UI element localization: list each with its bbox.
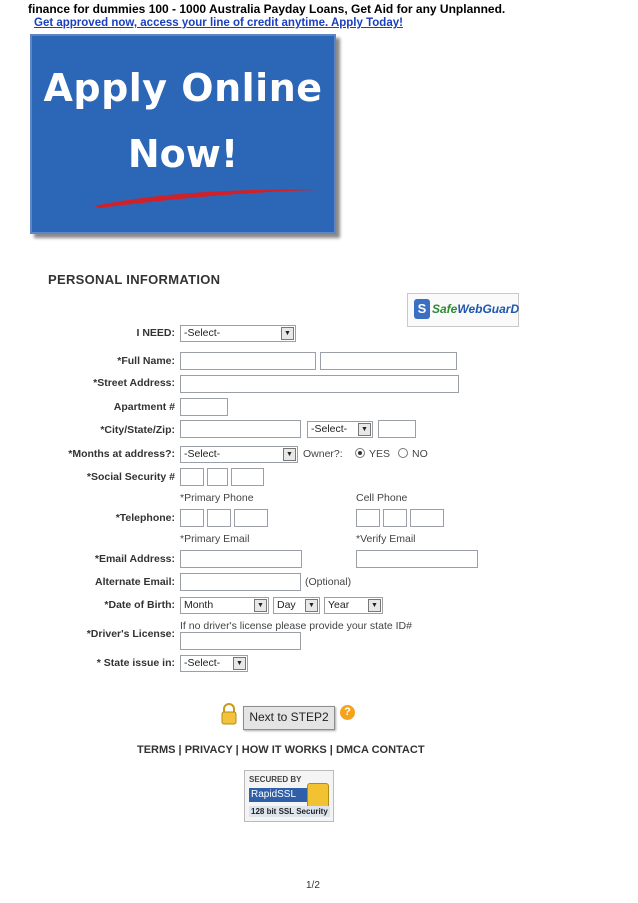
months-at-address-label: *Months at address?: [68,448,175,460]
chevron-down-icon: ▼ [254,599,267,612]
drivers-license-input[interactable] [180,632,301,650]
cell-area-input[interactable] [356,509,380,527]
ssl-strength: 128 bit SSL Security [251,807,328,816]
alternate-email-input[interactable] [180,573,301,591]
street-address-label: *Street Address: [93,377,175,389]
telephone-label: *Telephone: [115,512,175,524]
cell-phone-caption: Cell Phone [356,492,408,504]
shield-icon: S [414,299,430,319]
owner-no-label: NO [412,448,428,460]
ssl-brand: RapidSSL [249,788,307,802]
city-input[interactable] [180,420,301,438]
dob-year-select[interactable]: Year ▼ [324,597,383,614]
next-to-step2-button[interactable]: Next to STEP2 [243,706,335,730]
red-swoosh-decoration [92,186,322,210]
cell-line-input[interactable] [410,509,444,527]
owner-yes-label: YES [369,448,391,460]
page-number: 1/2 [306,880,320,891]
apartment-input[interactable] [180,398,228,416]
dob-month-select[interactable]: Month ▼ [180,597,269,614]
ssl-secured-by: SECURED BY [249,775,302,784]
cell-prefix-input[interactable] [383,509,407,527]
apartment-label: Apartment # [113,401,175,413]
privacy-link[interactable]: PRIVACY [184,744,233,756]
months-select[interactable]: -Select- ▼ [180,446,298,463]
primary-email-caption: *Primary Email [180,533,250,545]
rapidssl-badge[interactable] [244,770,334,822]
section-title: PERSONAL INFORMATION [48,272,221,287]
apply-today-link[interactable]: Get approved now, access your line of credit anytime. Apply Today! [34,17,403,29]
dmca-contact-link[interactable]: DMCA CONTACT [335,744,425,756]
city-state-zip-label: *City/State/Zip: [100,424,175,436]
how-it-works-link[interactable]: HOW IT WORKS [241,744,327,756]
terms-link[interactable]: TERMS [137,744,176,756]
license-note: If no driver's license please provide your state ID# [180,620,412,632]
badge-text: SafeWebGuarD [432,302,520,316]
owner-label: Owner?: [303,448,343,460]
phone-area-input[interactable] [180,509,204,527]
full-name-label: *Full Name: [117,355,175,367]
footer-links: TERMS | PRIVACY | HOW IT WORKS | DMCA CONTACT [137,744,425,756]
last-name-input[interactable] [320,352,457,370]
ssn-label: *Social Security # [86,471,175,483]
zip-input[interactable] [378,420,416,438]
document-title: finance for dummies 100 - 1000 Australia Payday Loans, Get Aid for any Unplanned. [28,2,506,16]
alternate-email-label: Alternate Email: [95,576,175,588]
state-issue-label: * State issue in: [96,657,175,669]
drivers-license-label: *Driver's License: [86,628,175,640]
ssn-part-3-input[interactable] [231,468,264,486]
i-need-select[interactable]: -Select- ▼ [180,325,296,342]
chevron-down-icon: ▼ [233,657,246,670]
state-issue-select[interactable]: -Select- ▼ [180,655,248,672]
phone-line-input[interactable] [234,509,268,527]
primary-email-input[interactable] [180,550,302,568]
optional-note: (Optional) [305,576,352,588]
primary-phone-caption: *Primary Phone [180,492,254,504]
email-label: *Email Address: [94,553,175,565]
verify-email-caption: *Verify Email [356,533,416,545]
verify-email-input[interactable] [356,550,478,568]
chevron-down-icon: ▼ [368,599,381,612]
i-need-label: I NEED: [136,327,175,339]
banner-line-2: Now! [127,132,239,176]
padlock-icon [221,703,237,725]
safewebguard-badge[interactable] [407,293,519,327]
dob-label: *Date of Birth: [104,599,175,611]
dob-day-select[interactable]: Day ▼ [273,597,320,614]
ssn-part-2-input[interactable] [207,468,228,486]
state-select[interactable]: -Select- ▼ [307,421,373,438]
chevron-down-icon: ▼ [283,448,296,461]
phone-prefix-input[interactable] [207,509,231,527]
street-address-input[interactable] [180,375,459,393]
chevron-down-icon: ▼ [358,423,371,436]
first-name-input[interactable] [180,352,316,370]
chevron-down-icon: ▼ [305,599,318,612]
apply-online-banner[interactable] [30,34,336,234]
ssn-part-1-input[interactable] [180,468,204,486]
owner-yes-radio[interactable] [355,448,365,458]
chevron-down-icon: ▼ [281,327,294,340]
owner-no-radio[interactable] [398,448,408,458]
banner-line-1: Apply Online [43,66,323,110]
help-icon[interactable]: ? [340,705,355,720]
